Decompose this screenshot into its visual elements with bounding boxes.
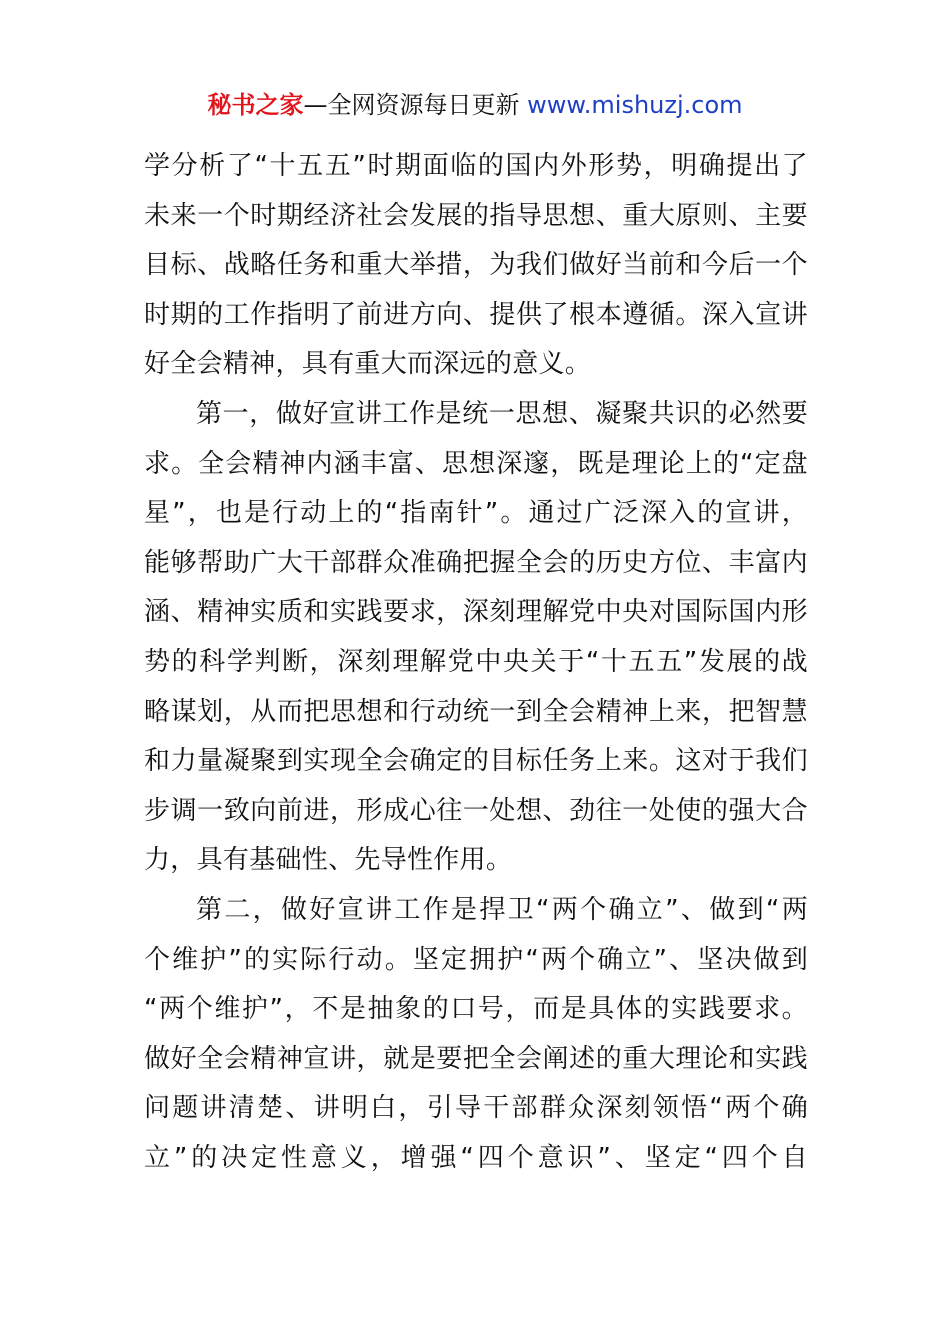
brand-name: 秘书之家 (207, 91, 304, 119)
text-line: 时期的工作指明了前进方向、提供了根本遵循。深入宣讲 (144, 299, 808, 330)
text-line: “两个维护”，不是抽象的口号，而是具体的实践要求。 (144, 994, 808, 1025)
site-url[interactable]: www.mishuzj.com (527, 91, 743, 119)
page-header (0, 88, 950, 122)
document-body (144, 142, 808, 1183)
text-line: 学分析了“十五五”时期面临的国内外形势，明确提出了 (144, 151, 808, 181)
text-line: 力，具有基础性、先导性作用。 (144, 845, 513, 876)
text-line: 目标、战略任务和重大举措，为我们做好当前和今后一个 (144, 250, 808, 281)
text-line: 步调一致向前进，形成心往一处想、劲往一处使的强大合 (144, 795, 808, 826)
header-tagline: —全网资源每日更新 (303, 91, 520, 119)
text-line: 问题讲清楚、讲明白，引导干部群众深刻领悟“两个确 (144, 1093, 808, 1124)
text-line: 能够帮助广大干部群众准确把握全会的历史方位、丰富内 (144, 547, 808, 578)
paragraph-start-line: 第一，做好宣讲工作是统一思想、凝聚共识的必然要 (196, 398, 808, 429)
paragraph-start-line: 第二，做好宣讲工作是捍卫“两个确立”、做到“两 (196, 894, 808, 925)
text-line: 好全会精神，具有重大而深远的意义。 (144, 349, 592, 380)
text-line: 做好全会精神宣讲，就是要把全会阐述的重大理论和实践 (144, 1043, 808, 1074)
text-line: 求。全会精神内涵丰富、思想深邃，既是理论上的“定盘 (144, 448, 808, 479)
text-line: 个维护”的实际行动。坚定拥护“两个确立”、坚决做到 (144, 944, 808, 975)
text-line: 涵、精神实质和实践要求，深刻理解党中央对国际国内形 (144, 597, 808, 628)
text-line: 和力量凝聚到实现全会确定的目标任务上来。这对于我们 (144, 746, 808, 777)
text-line: 星”，也是行动上的“指南针”。通过广泛深入的宣讲， (144, 498, 808, 529)
text-line: 略谋划，从而把思想和行动统一到全会精神上来，把智慧 (144, 696, 808, 727)
text-line: 立”的决定性意义，增强“四个意识”、坚定“四个自 (144, 1142, 808, 1173)
text-line: 未来一个时期经济社会发展的指导思想、重大原则、主要 (144, 200, 808, 231)
text-line: 势的科学判断，深刻理解党中央关于“十五五”发展的战 (144, 646, 808, 677)
